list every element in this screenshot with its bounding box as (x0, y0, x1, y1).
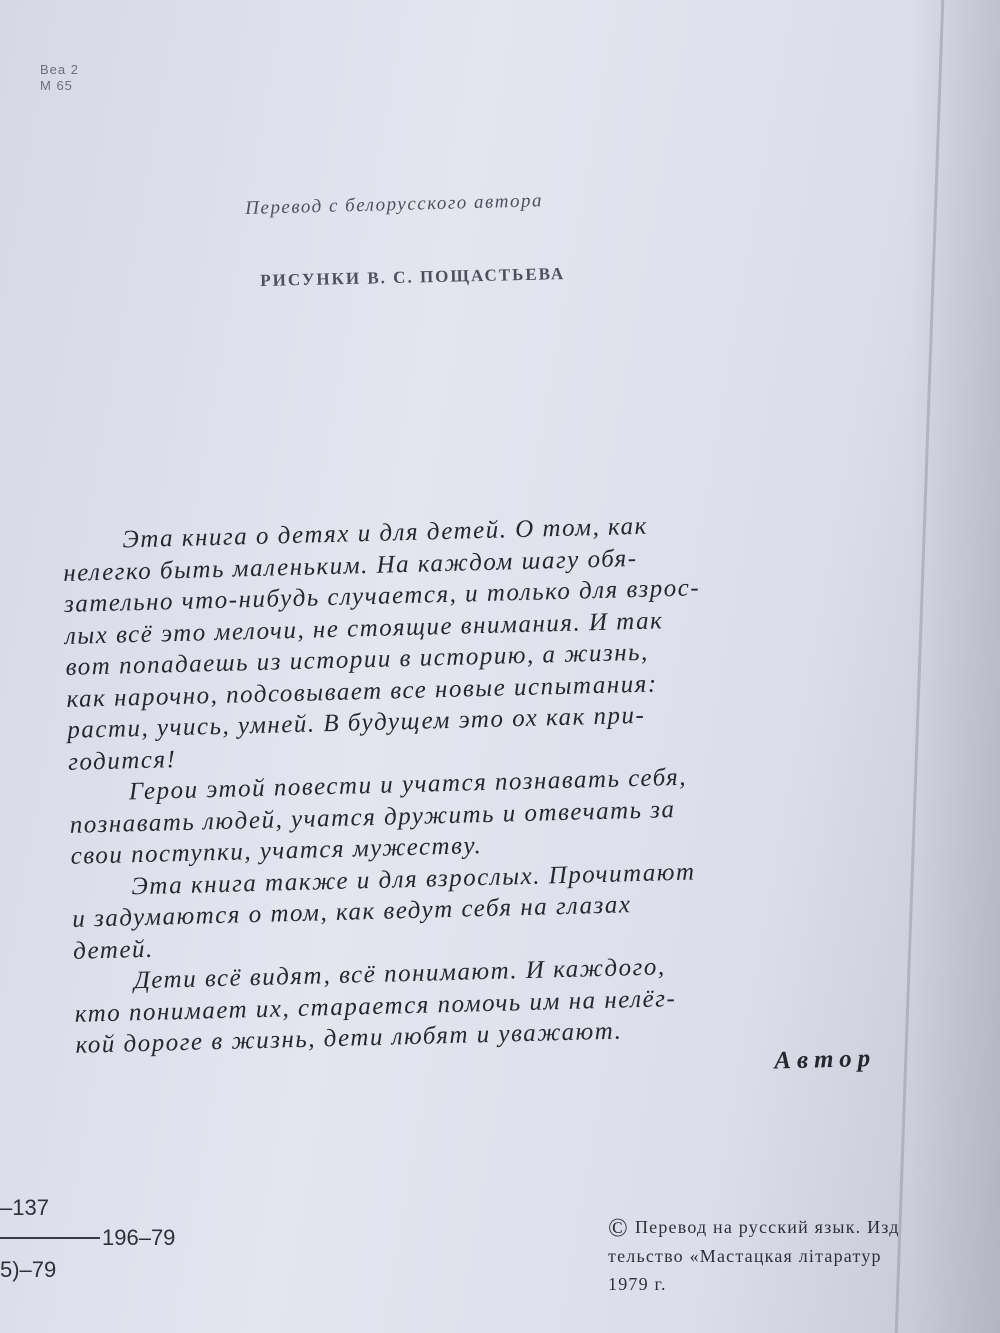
copyright-icon: © (608, 1213, 629, 1242)
copyright-line3: 1979 г. (608, 1274, 667, 1294)
preface-line: свои поступки, учатся мужеству. (70, 832, 483, 870)
translation-note: Перевод с белорусского автора (245, 190, 544, 219)
preface-line: вот попадаешь из истории в историю, а жизнь, (65, 638, 649, 681)
imprint-index (0, 1195, 230, 1295)
preface-line: Эта книга о детях и для детей. О том, как (122, 512, 649, 554)
imprint-index-line1: –137 (0, 1195, 49, 1220)
illustrator-credit: РИСУНКИ В. С. ПОЩАСТЬЕВА (260, 264, 566, 290)
preface-line: и задумаются о том, как ведут себя на глазах (71, 891, 632, 933)
imprint-divider (0, 1237, 100, 1239)
classification-code-line1: Bea 2 (40, 62, 79, 77)
preface-line: как нарочно, подсовывает все новые испытания: (66, 669, 659, 713)
imprint-index-line3: 5)–79 (0, 1257, 57, 1282)
preface-line: годится! (67, 745, 177, 776)
copyright-line2: тельство «Мастацкая літаратур (608, 1246, 882, 1266)
copyright-text-line1: Перевод на русский язык. Изд (634, 1217, 900, 1237)
preface-text (62, 505, 877, 1095)
preface-line: нелегко быть маленьким. На каждом шагу обя- (62, 544, 638, 587)
preface-line: зательно что-нибудь случается, и только для взрос- (63, 574, 701, 618)
preface-line: Эта книга также и для взрослых. Прочитают (131, 858, 696, 900)
preface-line: детей. (72, 935, 155, 965)
page-edge-shadow (910, 0, 1000, 1333)
preface-line: лых всё это мелочи, не стоящие внимания. И так (64, 606, 664, 650)
preface-line: расти, учись, умней. В будущем это ох как при- (66, 701, 646, 744)
preface-line: Дети всё видят, всё понимают. И каждого, (133, 953, 666, 995)
classification-code-line2: M 65 (40, 78, 73, 93)
preface-signature: Автор (773, 1044, 877, 1075)
copyright-notice (608, 1213, 1000, 1298)
preface-line: Герои этой повести и учатся познавать себя, (128, 763, 688, 806)
imprint-index-line2: 196–79 (102, 1225, 176, 1250)
preface-line: кто понимает их, старается помочь им на нелёг- (74, 984, 677, 1028)
preface-line: познавать людей, учатся дружить и отвечать за (69, 795, 676, 839)
preface-line: кой дороге в жизнь, дети любят и уважают. (75, 1017, 623, 1059)
copyright-line1 (608, 1213, 1000, 1242)
